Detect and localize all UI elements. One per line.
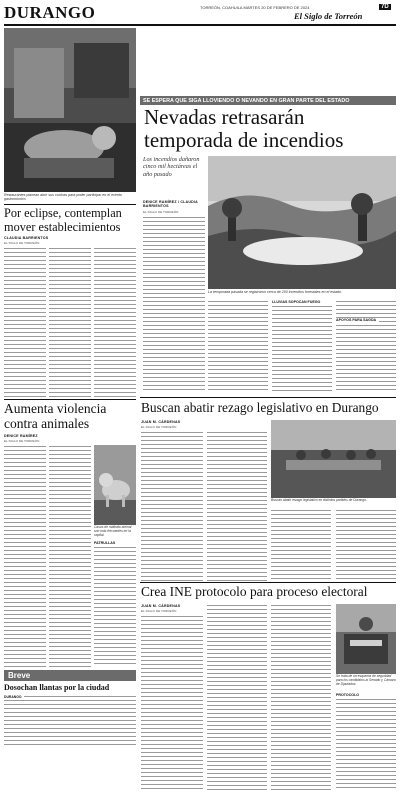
breve-box [4, 670, 136, 791]
story3-byline: JUAN M. CÁRDENAS [141, 420, 181, 424]
story2-agency: EL SIGLO DE TORREÓN [4, 439, 40, 443]
story3-headline: Buscan abatir rezago legislativo en Durango [141, 400, 379, 415]
dog-photo-caption: Casos de maltrato animal son más frecuentes en la capital. [94, 525, 132, 537]
story1-headline: Por eclipse, contemplan mover establecimientos [4, 206, 122, 234]
story3-agency: EL SIGLO DE TORREÓN [141, 425, 177, 429]
header-rule [4, 24, 396, 26]
story1-text-col-3 [94, 247, 136, 397]
main-text-col-2 [208, 300, 268, 392]
story4-text-col-3 [271, 604, 331, 791]
story4-agency: EL SIGLO DE TORREÓN [141, 609, 177, 613]
story4-byline: JUAN M. CÁRDENAS [141, 604, 181, 608]
main-headline-1: Nevadas retrasarán [144, 105, 305, 129]
main-agency: EL SIGLO DE TORREÓN [143, 210, 179, 214]
story2-rule [4, 399, 136, 400]
main-pullquote: Los incendios dañaron cinco mil hectáreas el año pasado [143, 156, 200, 178]
story4-text-col-2 [207, 604, 267, 791]
story4-subhead: PROTOCOLO [336, 693, 360, 697]
story4-headline: Crea INE protocolo para proceso electoral [141, 584, 368, 599]
breve-dateline: DURANGO [4, 695, 22, 699]
story1-byline: CLAUDIA BARRIENTOS [4, 236, 49, 240]
main-text-col-4 [336, 300, 396, 392]
story3-text-col-1 [141, 431, 203, 581]
congress-photo-caption: Buscan abatir rezago legislativo en distintos partidos de Durango. [271, 498, 367, 502]
main-text-col-1 [143, 216, 205, 392]
restaurant-photo-caption: Restaurantes planean abrir sus cocinas para poder participar en el evento gastronómico. [4, 193, 122, 202]
main-photo-caption: La temporada pasada se registraron cerca de 200 incendios forestales en el estado. [208, 290, 343, 294]
dog-photo [94, 445, 136, 525]
main-subhead-1: LLUVIAS SOPOCAN FUEGO [272, 300, 321, 304]
story3-text-col-4 [336, 509, 396, 581]
story2-text-col-2 [49, 445, 91, 667]
story4-text-col-1 [141, 615, 203, 791]
brand-logo: El Siglo de Torreón [294, 11, 363, 21]
breve-text [4, 695, 136, 747]
story1-text-col-2 [49, 247, 91, 397]
story1-agency: EL SIGLO DE TORREÓN [4, 241, 40, 245]
main-byline: DENICE RAMÍREZ / CLAUDIA BARRIENTOS [143, 200, 198, 209]
story4-rule [140, 582, 396, 583]
main-photo [208, 156, 396, 289]
header [4, 3, 396, 23]
section-title: DURANGO [4, 3, 96, 22]
congress-photo [271, 420, 396, 498]
main-text-col-3 [272, 305, 332, 392]
story3-rule [140, 397, 396, 398]
story1-text-col-1 [4, 247, 46, 397]
story3-text-col-3 [271, 509, 331, 581]
story2-byline: DENICE RAMÍREZ [4, 434, 38, 438]
main-kicker: SE ESPERA QUE SIGA LLOVIENDO O NEVANDO EN GRAN PARTE DEL ESTADO [140, 96, 396, 105]
dateline: TORREÓN, COAHUILA MARTES 20 DE FEBRERO DE 2024 [200, 5, 310, 10]
story3-text-col-2 [207, 431, 267, 581]
story1-rule [4, 204, 136, 205]
page-number: 7D [381, 4, 389, 10]
ine-photo [336, 604, 396, 674]
story2-subhead: PATRULLAS [94, 541, 116, 545]
main-headline-2: temporada de incendios [144, 128, 344, 152]
story2-text-col-3 [94, 546, 136, 667]
ine-photo-caption: Se trata de un esquema de seguridad para los candidatos al Senado y Cámara de Diputados. [336, 674, 396, 686]
breve-label: Breve [4, 670, 136, 681]
story2-text-col-1 [4, 445, 46, 667]
story2-headline: Aumenta violencia contra animales [4, 401, 107, 431]
main-subhead-2: APOYOS PARA SAGDA [336, 318, 379, 322]
story4-text-col-4 [336, 698, 396, 791]
breve-headline: Dosochan llantas por la ciudad [4, 683, 110, 692]
restaurant-photo [4, 28, 136, 192]
